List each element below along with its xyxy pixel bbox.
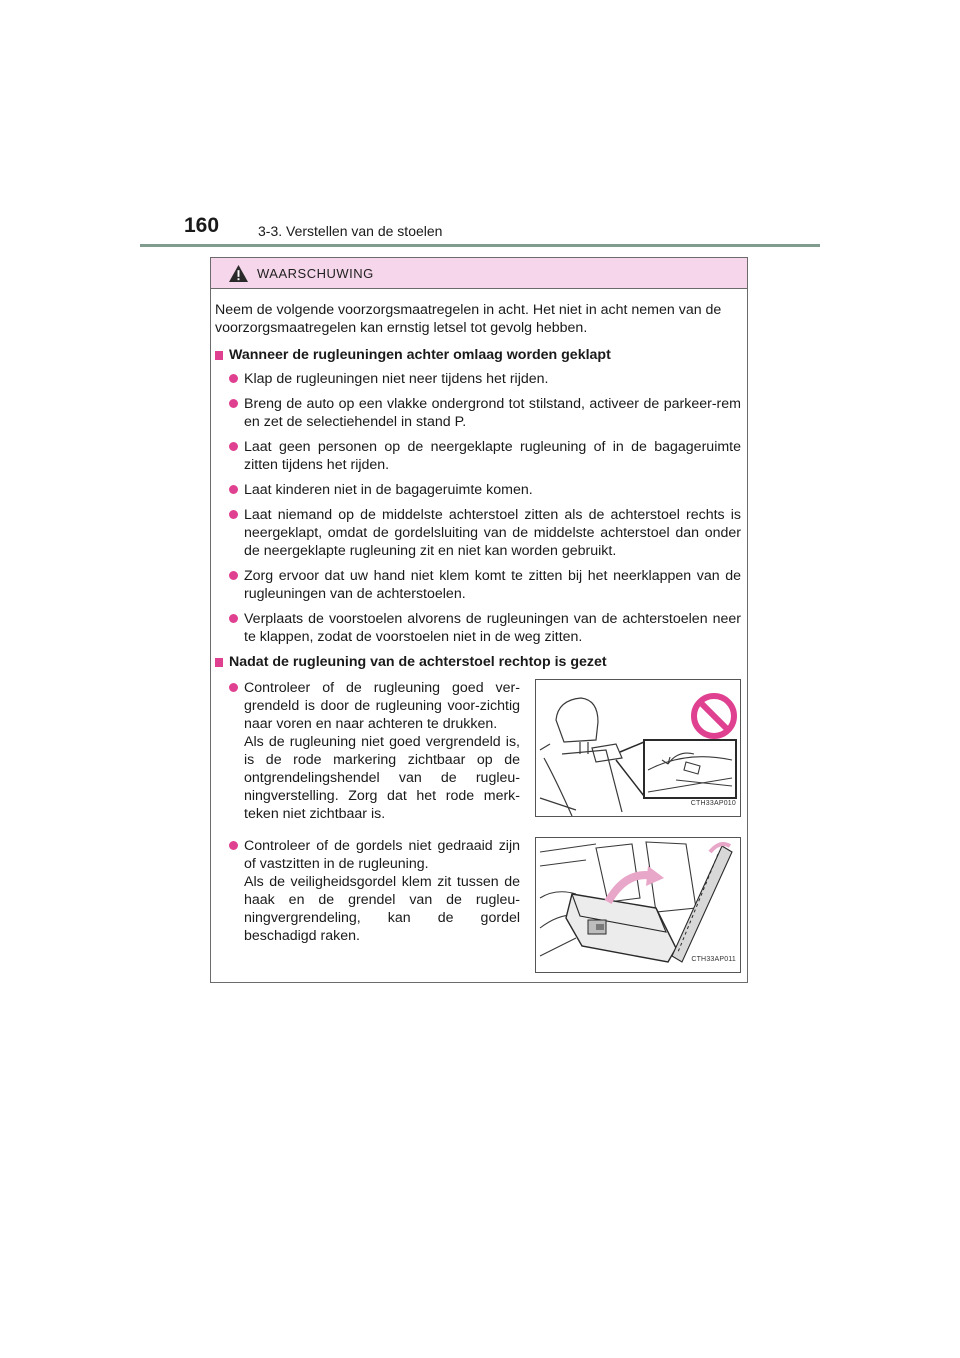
figure-label: CTH33AP011	[691, 956, 736, 963]
list-item-text: Controleer of de gordels niet gedraaid zijn of vastzitten in de rugleuning. Als de veiligheidsgordel klem zit tussen de haak en de grendel van de rugleu-ningvergrendeling, kan de gordel beschadigd raken.	[244, 838, 520, 944]
item-with-figure	[229, 837, 741, 973]
figure-seat-lock	[535, 679, 741, 817]
list-item	[229, 679, 520, 823]
page-number: 160	[184, 214, 220, 237]
figure-label: CTH33AP010	[690, 800, 736, 807]
list-item-text: Verplaats de voorstoelen alvorens de rugleuningen van de achterstoelen neer te klappen, zodat de voorstoelen niet in de weg zitten.	[244, 611, 741, 645]
list-item	[229, 395, 741, 431]
bullet-icon	[229, 841, 238, 850]
bullet-icon	[229, 614, 238, 623]
bullet-icon	[229, 510, 238, 519]
item-with-figure	[229, 679, 741, 823]
list-item-text: Laat kinderen niet in de bagageruimte komen.	[244, 482, 533, 498]
section-title: 3-3. Verstellen van de stoelen	[258, 223, 443, 239]
list-item	[229, 567, 741, 603]
list-item	[229, 610, 741, 646]
section-heading-text: Nadat de rugleuning van de achterstoel rechtop is gezet	[229, 654, 607, 670]
warning-intro: Neem de volgende voorzorgsmaatregelen in acht. Het niet in acht nemen van de voorzorgsmaatregelen kan ernstig letsel tot gevolg hebben.	[215, 302, 722, 336]
list-item-text: Controleer of de rugleuning goed ver-grendeld is door de rugleuning voor-zichtig naar voren en naar achteren te drukken. Als de rugleuning niet goed vergrendeld is, is de rode markering zichtbaar op de ontgrendelingshendel van de rugleu-ningverstelling. Zorg dat het rode merk-teken niet zichtbaar is.	[244, 680, 520, 822]
list-item	[229, 370, 741, 388]
list-item	[229, 438, 741, 474]
bullet-icon	[229, 571, 238, 580]
section-heading-upright	[215, 653, 741, 671]
section-heading-text: Wanneer de rugleuningen achter omlaag worden geklapt	[229, 347, 611, 363]
list-item	[229, 837, 520, 973]
list-item-text: Laat niemand op de middelste achterstoel zitten als de achterstoel rechts is neergeklapt, omdat de gordelsluiting van de middelste achterstoel dan onder de neergeklapte rugleuning zit en niet kan worden gebruikt.	[244, 507, 741, 559]
list-item-text: Zorg ervoor dat uw hand niet klem komt te zitten bij het neerklappen van de rugleuningen van de achterstoelen.	[244, 568, 741, 602]
bullet-icon	[229, 374, 238, 383]
warning-header	[211, 258, 747, 289]
bullet-icon	[229, 442, 238, 451]
bullet-icon	[229, 399, 238, 408]
list-item-text: Laat geen personen op de neergeklapte rugleuning of in de bagageruimte zitten tijdens het rijden.	[244, 439, 741, 473]
bullet-icon	[229, 485, 238, 494]
section-heading-folding	[215, 346, 741, 364]
bullet-icon	[229, 683, 238, 692]
list-item	[229, 506, 741, 560]
square-bullet-icon	[215, 351, 223, 360]
warning-triangle-icon	[228, 264, 249, 283]
header-rule	[140, 244, 820, 247]
list-item	[229, 481, 741, 499]
warning-box	[210, 257, 748, 983]
warning-content	[211, 301, 747, 973]
list-item-text: Breng de auto op een vlakke ondergrond tot stilstand, activeer de parkeer-rem en zet de selectiehendel in stand P.	[244, 396, 741, 430]
list-item-text: Klap de rugleuningen niet neer tijdens het rijden.	[244, 371, 549, 387]
warning-title: WAARSCHUWING	[257, 265, 374, 281]
square-bullet-icon	[215, 658, 223, 667]
figure-seat-belt	[535, 837, 741, 973]
